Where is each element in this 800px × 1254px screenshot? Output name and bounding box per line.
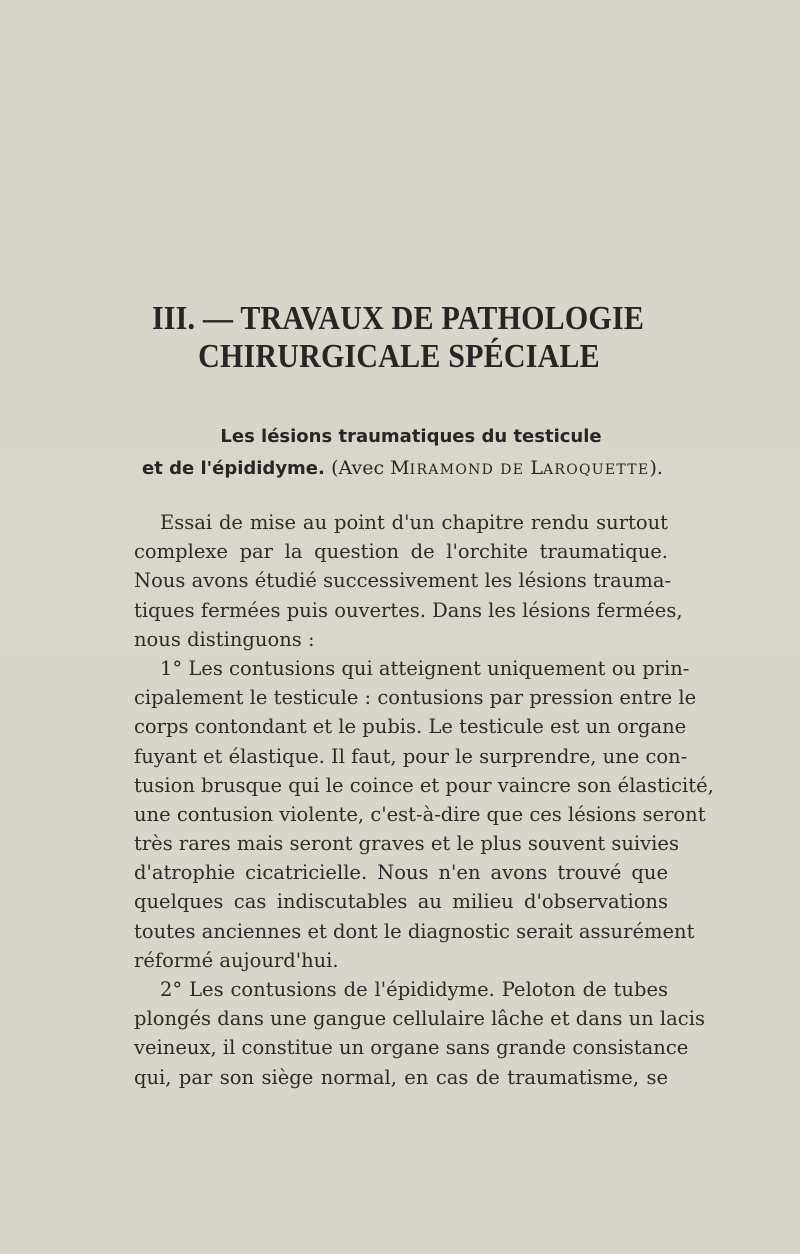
body-line: toutes anciennes et dont le diagnostic serait assurément [134, 919, 695, 943]
body-line: corps contondant et le pubis. Le testicule est un organe [134, 715, 687, 739]
body-line: Nous avons étudié successivement les lésions trauma- [134, 569, 672, 593]
body-line: plongés dans une gangue cellulaire lâche et dans un lacis [134, 1007, 705, 1031]
article-title-line-1: Les lésions traumatiques du testicule [220, 426, 602, 447]
article-title-bold: et de l'épididyme. [142, 458, 325, 479]
author-1-rest: IRAMOND [409, 462, 495, 478]
author-2-rest: AROQUETTE [542, 462, 650, 478]
section-heading-line-2: CHIRURGICALE SPÉCIALE [198, 337, 600, 375]
body-line: complexe par la question de l'orchite traumatique. [134, 540, 668, 564]
article-authors [331, 457, 663, 479]
body-line: très rares mais seront graves et le plus souvent suivies [134, 832, 679, 856]
body-line: 1° Les contusions qui atteignent uniquement ou prin- [160, 656, 690, 680]
article-body [134, 508, 714, 1092]
body-line: d'atrophie cicatricielle. Nous n'en avons trouvé que [134, 861, 668, 885]
body-line: cipalement le testicule : contusions par pression entre le [134, 686, 697, 710]
body-line: une contusion violente, c'est-à-dire que ces lésions seront [134, 802, 706, 826]
body-line: réformé aujourd'hui. [134, 948, 339, 972]
body-line: tusion brusque qui le coince et pour vaincre son élasticité, [134, 773, 714, 797]
section-heading-line-1: III. — TRAVAUX DE PATHOLOGIE [151, 299, 645, 337]
body-line: 2° Les contusions de l'épididyme. Peloton de tubes [160, 978, 668, 1001]
avec-text: (Avec [331, 457, 385, 479]
author-2-initial: L [530, 457, 543, 479]
body-line: qui, par son siège normal, en cas de traumatisme, se [134, 1065, 668, 1089]
article-title-line-2 [142, 457, 672, 479]
body-line: tiques fermées puis ouvertes. Dans les lésions fermées, [134, 598, 683, 622]
closing-punct: ). [649, 457, 663, 479]
body-line: fuyant et élastique. Il faut, pour le surprendre, une con- [134, 744, 688, 768]
author-1-initial: M [390, 457, 410, 479]
body-line: veineux, il constitue un organe sans grande consistance [134, 1036, 689, 1060]
body-line: nous distinguons : [134, 627, 315, 651]
body-line: Essai de mise au point d'un chapitre rendu surtout [160, 511, 668, 534]
author-particle: DE [500, 462, 525, 478]
body-line: quelques cas indiscutables au milieu d'observations [134, 890, 668, 914]
